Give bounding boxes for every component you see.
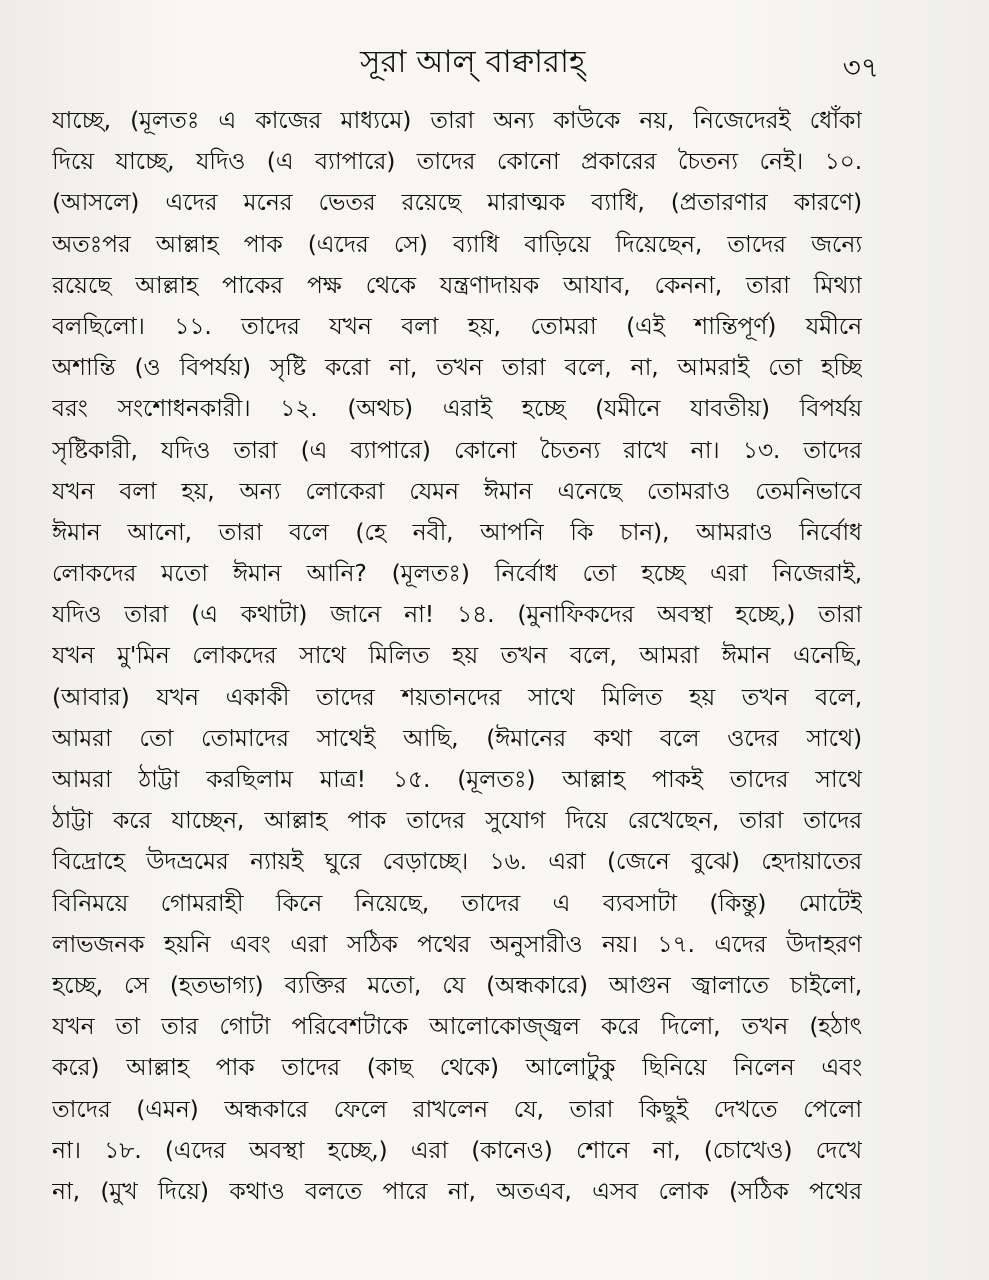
text-line: দিয়ে যাচ্ছে, যদিও (এ ব্যাপারে) তাদের কোনো প্রকারের চৈতন্য নেই। ১০. bbox=[52, 147, 862, 176]
text-line: না, (মুখ দিয়ে) কথাও বলতে পারে না, অতএব, এসব লোক (সঠিক পথের bbox=[52, 1176, 862, 1205]
text-line: অশান্তি (ও বিপর্যয়) সৃষ্টি করো না, তখন তারা বলে, না, আমরাই তো হচ্ছি bbox=[52, 353, 862, 382]
text-line: বিদ্রোহে উদভ্রমের ন্যায়ই ঘুরে বেড়াচ্ছে। ১৬. এরা (জেনে বুঝে) হেদায়াতের bbox=[52, 847, 862, 876]
page-number: ৩৭ bbox=[842, 51, 879, 84]
text-line: করে) আল্লাহ পাক তাদের (কাছ থেকে) আলোটুকু ছিনিয়ে নিলেন এবং bbox=[52, 1053, 862, 1082]
text-line: যখন তা তার গোটা পরিবেশটাকে আলোকোজ্জ্বল করে দিলো, তখন (হঠাৎ bbox=[52, 1012, 862, 1041]
page-header bbox=[0, 40, 989, 90]
text-line: অতঃপর আল্লাহ পাক (এদের সে) ব্যাধি বাড়িয়ে দিয়েছেন, তাদের জন্যে bbox=[52, 229, 862, 258]
text-line: ঈমান আনো, তারা বলে (হে নবী, আপনি কি চান), আমরাও নির্বোধ bbox=[52, 517, 862, 546]
text-line: (আবার) যখন একাকী তাদের শয়তানদের সাথে মিলিত হয় তখন বলে, bbox=[52, 682, 862, 711]
text-line: (আসলে) এদের মনের ভেতর রয়েছে মারাত্মক ব্যাধি, (প্রতারণার কারণে) bbox=[52, 188, 862, 217]
text-line: যাচ্ছে, (মূলতঃ এ কাজের মাধ্যমে) তারা অন্য কাউকে নয়, নিজেদেরই ধোঁকা bbox=[52, 106, 862, 134]
text-line: তাদের (এমন) অন্ধকারে ফেলে রাখলেন যে, তারা কিছুই দেখতে পেলো bbox=[52, 1094, 862, 1123]
running-title: সূরা আল্ বাক্বারাহ্ bbox=[360, 44, 586, 80]
text-line: হচ্ছে, সে (হতভাগ্য) ব্যক্তির মতো, যে (অন্ধকারে) আগুন জ্বালাতে চাইলো, bbox=[52, 970, 862, 999]
text-line: যখন মু'মিন লোকদের সাথে মিলিত হয় তখন বলে, আমরা ঈমান এনেছি, bbox=[52, 641, 862, 670]
text-line: রয়েছে আল্লাহ পাকের পক্ষ থেকে যন্ত্রণাদায়ক আযাব, কেননা, তারা মিথ্যা bbox=[52, 270, 862, 299]
text-line: যখন বলা হয়, অন্য লোকেরা যেমন ঈমান এনেছে তোমরাও তেমনিভাবে bbox=[52, 476, 862, 505]
text-line: আমরা ঠাট্টা করছিলাম মাত্র! ১৫. (মূলতঃ) আল্লাহ পাকই তাদের সাথে bbox=[52, 765, 862, 793]
text-line: বিনিময়ে গোমরাহী কিনে নিয়েছে, তাদের এ ব্যবসাটা (কিন্তু) মোটেই bbox=[52, 888, 862, 917]
text-line: আমরা তো তোমাদের সাথেই আছি, (ঈমানের কথা বলে ওদের সাথে) bbox=[52, 723, 862, 752]
text-line: বলছিলো। ১১. তাদের যখন বলা হয়, তোমরা (এই শান্তিপূর্ণ) যমীনে bbox=[52, 311, 862, 340]
text-line: লোকদের মতো ঈমান আনি? (মূলতঃ) নির্বোধ তো হচ্ছে এরা নিজেরাই, bbox=[52, 559, 862, 588]
text-line: ঠাট্টা করে যাচ্ছেন, আল্লাহ পাক তাদের সুযোগ দিয়ে রেখেছেন, তারা তাদের bbox=[52, 806, 862, 835]
text-line: সৃষ্টিকারী, যদিও তারা (এ ব্যাপারে) কোনো চৈতন্য রাখে না। ১৩. তাদের bbox=[52, 435, 862, 464]
text-line: না। ১৮. (এদের অবস্থা হচ্ছে,) এরা (কানেও) শোনে না, (চোখেও) দেখে bbox=[52, 1135, 862, 1164]
text-line: বরং সংশোধনকারী। ১২. (অথচ) এরাই হচ্ছে (যমীনে যাবতীয়) বিপর্যয় bbox=[52, 394, 862, 423]
body-text bbox=[52, 100, 862, 1212]
text-line: যদিও তারা (এ কথাটা) জানে না! ১৪. (মুনাফিকদের অবস্থা হচ্ছে,) তারা bbox=[52, 600, 862, 629]
text-line: লাভজনক হয়নি এবং এরা সঠিক পথের অনুসারীও নয়। ১৭. এদের উদাহরণ bbox=[52, 929, 862, 958]
